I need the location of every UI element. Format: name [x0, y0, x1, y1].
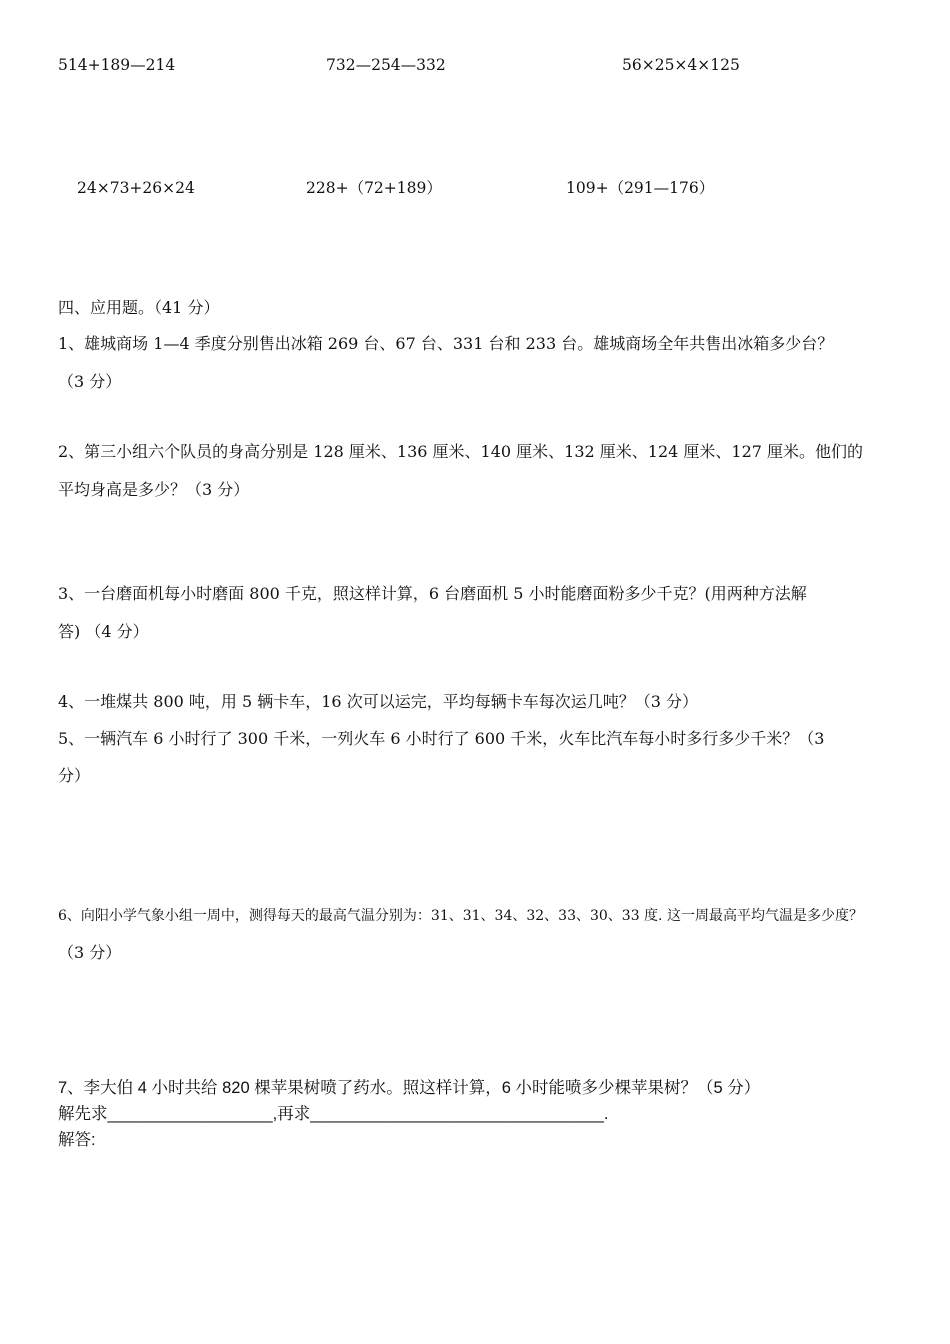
question-2-line-2: 平均身高是多少？（3 分）: [58, 480, 250, 499]
expr-3: 56×25×4×125: [622, 56, 740, 74]
question-3-line-1: 3、一台磨面机每小时磨面 800 千克，照这样计算，6 台磨面机 5 小时能磨面粉多少千克？(用两种方法解: [58, 584, 807, 603]
question-2-line-1: 2、第三小组六个队员的身高分别是 128 厘米、136 厘米、140 厘米、132 厘米、124 厘米、127 厘米。他们的: [58, 442, 864, 461]
section-title: 四、应用题。（41 分）: [58, 298, 220, 317]
question-1-line-1: 1、雄城商场 1—4 季度分别售出冰箱 269 台、67 台、331 台和 233 台。雄城商场全年共售出冰箱多少台？: [58, 334, 834, 353]
question-5-line-2: 分）: [58, 766, 91, 785]
expr-4: 24×73+26×24: [77, 179, 195, 197]
question-7-text: 7、李大伯 4 小时共给 820 棵苹果树喷了药水。照这样计算，6 小时能喷多少棵苹果树？（5 分）: [58, 1079, 761, 1097]
question-3-line-2: 答) （4 分）: [58, 622, 149, 641]
question-6-line-1: 6、向阳小学气象小组一周中，测得每天的最高气温分别为：31、31、34、32、33、30、33 度. 这一周最高平均气温是多少度？: [58, 908, 863, 924]
question-7-hint: 解先求__________________,再求________________________________.: [58, 1105, 609, 1123]
expr-6: 109+（291—176）: [566, 179, 715, 197]
expr-1: 514+189—214: [58, 56, 176, 74]
expr-5: 228+（72+189）: [306, 179, 442, 197]
answer-label: 解答:: [58, 1131, 96, 1149]
question-6-line-2: （3 分）: [58, 943, 122, 962]
expr-2: 732—254—332: [326, 56, 446, 74]
question-4: 4、一堆煤共 800 吨，用 5 辆卡车，16 次可以运完，平均每辆卡车每次运几吨？（3 分）: [58, 692, 698, 711]
question-1-line-2: （3 分）: [58, 372, 122, 391]
question-5-line-1: 5、一辆汽车 6 小时行了 300 千米，一列火车 6 小时行了 600 千米，火车比汽车每小时多行多少千米？（3: [58, 729, 825, 748]
